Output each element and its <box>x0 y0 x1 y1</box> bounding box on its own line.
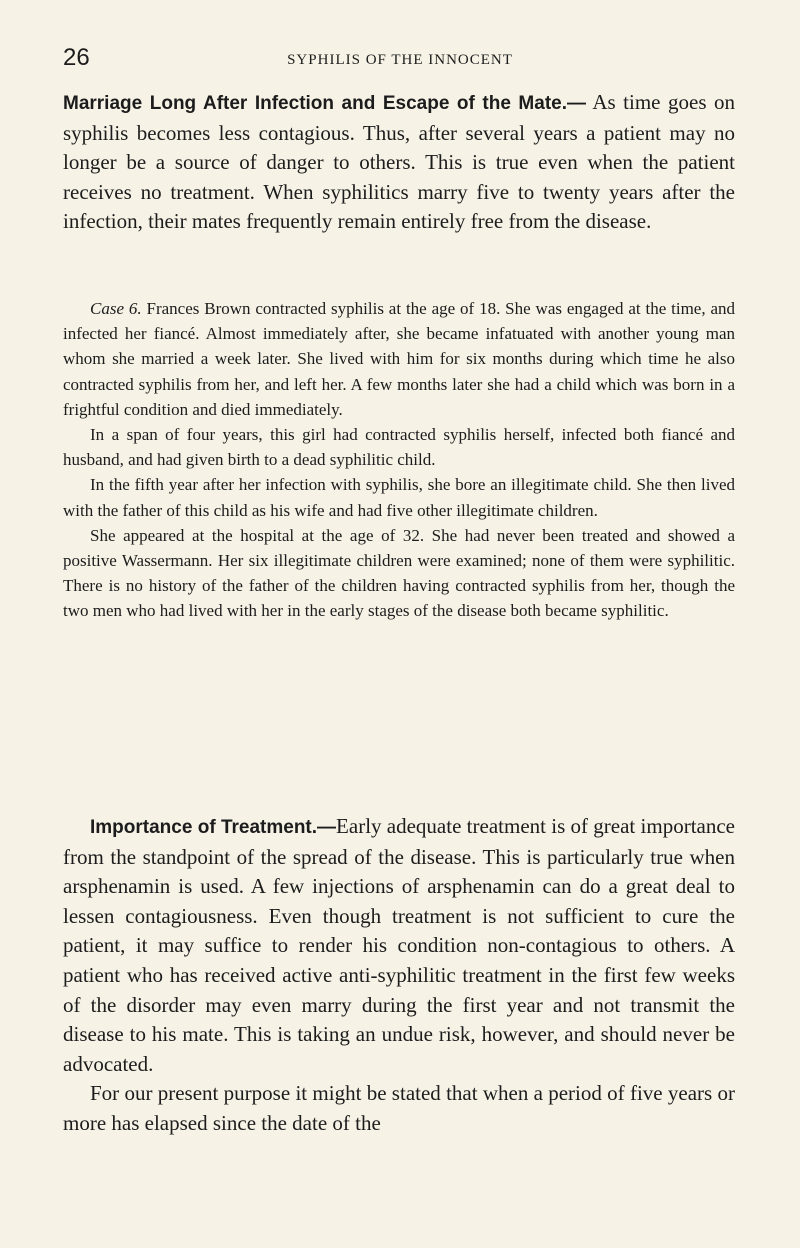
case-label: Case 6. <box>90 299 142 318</box>
page-number: 26 <box>63 44 90 71</box>
case-paragraph-2: In a span of four years, this girl had contracted syphilis herself, infected both fiancé and husband, and had given birth to a dead syphilitic child. <box>63 425 735 470</box>
section-treatment <box>63 812 735 1139</box>
section-marriage-text: As time goes on syphilis becomes less contagious. Thus, after several years a patient may no longer be a source of danger to others. This is true even when the patient receives no treatment. When syphilitics marry five to twenty years after the infection, their mates frequently remain entirely free from the disease. <box>63 90 736 234</box>
section-treatment-text: Early adequate treatment is of great importance from the standpoint of the spread of the disease. This is particularly true when arsphenamin is used. A few injections of arsphenamin can do a great deal to lessen contagiousness. Even though treatment is not sufficient to cure the patient, it may suffice to render his condition non-contagious to others. A patient who has received active anti-syphilitic treatment in the first few weeks of the disorder may even marry during the first year and not transmit the disease to his mate. This is taking an undue risk, however, and should never be advocated. <box>63 814 735 1076</box>
page-header <box>63 44 737 74</box>
case-paragraph-4: She appeared at the hospital at the age of 32. She had never been treated and showed a positive Wassermann. Her six illegitimate children were examined; none of them were syphilitic. There is no history of the father of the children having contracted syphilis from her, though the two men who had lived with her in the early stages of the disease both became syphilitic. <box>63 525 735 621</box>
case-6 <box>63 296 735 624</box>
case-paragraph-3: In the fifth year after her infection with syphilis, she bore an illegitimate child. She then lived with the father of this child as his wife and had five other illegitimate children. <box>63 475 735 520</box>
section-heading-marriage: Marriage Long After Infection and Escape of the Mate.— <box>63 93 586 114</box>
section-treatment-paragraph-2: For our present purpose it might be stated that when a period of five years or more has elapsed since the date of the <box>63 1081 735 1135</box>
running-title: SYPHILIS OF THE INNOCENT <box>287 52 513 68</box>
section-treatment-paragraph <box>63 812 735 1079</box>
case-paragraph-1 <box>63 296 735 422</box>
case-paragraph-1-text: Frances Brown contracted syphilis at the age of 18. She was engaged at the time, and infected her fiancé. Almost immediately after, she became infatuated with another young man whom she married a week later. She lived with him for six months during which time he also contracted syphilis from her, and left her. A few months later she had a child which was born in a frightful condition and died immediately. <box>63 299 736 419</box>
section-heading-treatment: Importance of Treatment.— <box>90 817 337 838</box>
section-marriage <box>63 88 735 237</box>
section-marriage-paragraph <box>63 88 735 237</box>
